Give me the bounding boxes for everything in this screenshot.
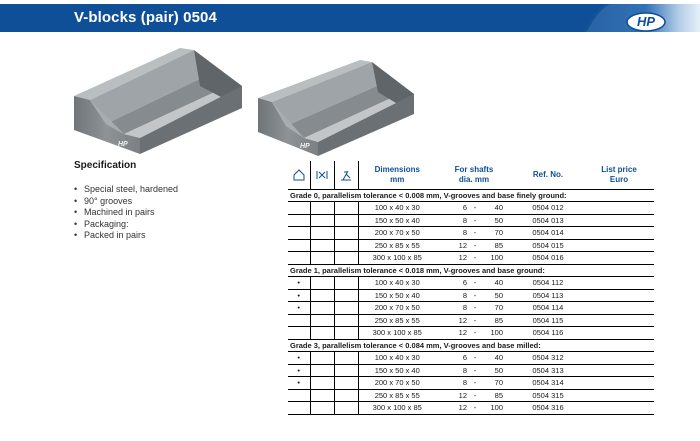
empty-cell	[334, 389, 358, 402]
empty-cell	[334, 239, 358, 252]
marker-cell: •	[288, 377, 310, 390]
v-angle-icon	[310, 161, 334, 189]
shafts-cell	[436, 239, 512, 252]
product-table	[288, 161, 654, 415]
dimensions-cell: 200 x 70 x 50	[358, 377, 436, 390]
ref-cell: 0504 316	[512, 402, 584, 415]
price-cell	[584, 389, 654, 402]
dimensions-cell: 250 x 85 x 55	[358, 389, 436, 402]
ref-cell: 0504 014	[512, 227, 584, 240]
shaft-max: 70	[494, 378, 503, 388]
page-header	[0, 4, 700, 32]
specification-list	[74, 184, 274, 242]
shafts-cell	[436, 214, 512, 227]
shafts-cell	[436, 277, 512, 290]
marker-cell	[288, 389, 310, 402]
empty-cell	[310, 402, 334, 415]
dimensions-cell: 300 x 100 x 85	[358, 402, 436, 415]
price-cell	[584, 302, 654, 315]
shafts-cell	[436, 402, 512, 415]
shaft-dash: -	[473, 278, 477, 288]
v-block-logo-left: HP	[118, 141, 128, 148]
shaft-max: 100	[490, 253, 503, 263]
shaft-min: 6	[462, 203, 467, 213]
empty-cell	[334, 364, 358, 377]
ref-cell: 0504 113	[512, 289, 584, 302]
v-block-image-right	[256, 58, 416, 158]
spec-item: • Packaging:	[74, 219, 274, 231]
price-cell	[584, 202, 654, 215]
ref-cell: 0504 112	[512, 277, 584, 290]
table-row	[288, 302, 654, 315]
marker-cell	[288, 214, 310, 227]
shaft-min: 6	[462, 353, 467, 363]
shafts-cell	[436, 364, 512, 377]
ref-cell: 0504 116	[512, 327, 584, 340]
dimensions-header: Dimensions mm	[358, 161, 436, 189]
shaft-max: 50	[494, 290, 503, 300]
shafts-cell	[436, 352, 512, 365]
v-block-logo-right: HP	[300, 143, 310, 150]
specification-section	[74, 160, 274, 242]
empty-cell	[334, 289, 358, 302]
empty-cell	[334, 214, 358, 227]
v-block-image-left	[72, 46, 244, 156]
price-cell	[584, 377, 654, 390]
shaft-dash: -	[473, 240, 477, 250]
shaft-dash: -	[473, 353, 477, 363]
shaft-max: 85	[494, 315, 503, 325]
table-row	[288, 327, 654, 340]
empty-cell	[310, 364, 334, 377]
ref-cell: 0504 114	[512, 302, 584, 315]
spec-item: • Special steel, hardened	[74, 184, 274, 196]
marker-cell: •	[288, 289, 310, 302]
shafts-cell	[436, 314, 512, 327]
shaft-min: 12	[458, 403, 467, 413]
grade-title: Grade 3, parallelism tolerance < 0.084 mm, V-grooves and base milled:	[288, 339, 654, 352]
page-title: V-blocks (pair) 0504	[74, 9, 217, 26]
shaft-dash: -	[473, 328, 477, 338]
empty-cell	[334, 227, 358, 240]
empty-cell	[334, 277, 358, 290]
marker-cell: •	[288, 277, 310, 290]
shafts-cell	[436, 327, 512, 340]
dimensions-cell: 150 x 50 x 40	[358, 289, 436, 302]
grade-row	[288, 339, 654, 352]
shafts-cell	[436, 227, 512, 240]
dimensions-cell: 100 x 40 x 30	[358, 202, 436, 215]
empty-cell	[310, 252, 334, 265]
shaft-min: 12	[458, 240, 467, 250]
table-row	[288, 214, 654, 227]
price-cell	[584, 352, 654, 365]
table-row	[288, 277, 654, 290]
shaft-min: 12	[458, 390, 467, 400]
shaft-min: 8	[462, 378, 467, 388]
empty-cell	[310, 389, 334, 402]
marker-cell	[288, 202, 310, 215]
table-row	[288, 227, 654, 240]
empty-cell	[334, 352, 358, 365]
empty-cell	[310, 302, 334, 315]
marker-cell	[288, 314, 310, 327]
ref-cell: 0504 012	[512, 202, 584, 215]
shaft-dash: -	[473, 303, 477, 313]
empty-cell	[310, 314, 334, 327]
spec-item: • Machined in pairs	[74, 207, 274, 219]
shafts-header: For shafts dia. mm	[436, 161, 512, 189]
ref-cell: 0504 015	[512, 239, 584, 252]
shaft-max: 100	[490, 403, 503, 413]
shafts-cell	[436, 302, 512, 315]
shaft-max: 70	[494, 303, 503, 313]
empty-cell	[310, 239, 334, 252]
empty-cell	[310, 352, 334, 365]
table-row	[288, 389, 654, 402]
shafts-cell	[436, 252, 512, 265]
dimensions-cell: 300 x 100 x 85	[358, 327, 436, 340]
surface-finish-icon	[334, 161, 358, 189]
shaft-dash: -	[473, 290, 477, 300]
shaft-min: 8	[462, 228, 467, 238]
price-cell	[584, 227, 654, 240]
shaft-dash: -	[473, 253, 477, 263]
empty-cell	[334, 252, 358, 265]
shaft-dash: -	[473, 203, 477, 213]
shaft-dash: -	[473, 228, 477, 238]
shaft-min: 8	[462, 303, 467, 313]
table-row	[288, 364, 654, 377]
shaft-min: 12	[458, 315, 467, 325]
shaft-max: 85	[494, 390, 503, 400]
price-cell	[584, 289, 654, 302]
table-header-row	[288, 161, 654, 189]
grade-title: Grade 1, parallelism tolerance < 0.018 mm, V-grooves and base ground:	[288, 264, 654, 277]
table-row	[288, 377, 654, 390]
shaft-max: 50	[494, 215, 503, 225]
price-cell	[584, 364, 654, 377]
table-row	[288, 402, 654, 415]
ref-cell: 0504 016	[512, 252, 584, 265]
hp-logo	[626, 12, 666, 32]
empty-cell	[334, 202, 358, 215]
shaft-min: 8	[462, 365, 467, 375]
price-cell	[584, 277, 654, 290]
shaft-min: 6	[462, 278, 467, 288]
table-body	[288, 189, 654, 414]
shafts-cell	[436, 377, 512, 390]
marker-cell	[288, 402, 310, 415]
empty-cell	[334, 377, 358, 390]
marker-cell	[288, 227, 310, 240]
shaft-max: 85	[494, 240, 503, 250]
dimensions-cell: 200 x 70 x 50	[358, 227, 436, 240]
shaft-min: 12	[458, 253, 467, 263]
shaft-dash: -	[473, 378, 477, 388]
shaft-max: 40	[494, 353, 503, 363]
specification-title: Specification	[74, 160, 137, 171]
price-cell	[584, 402, 654, 415]
marker-cell: •	[288, 302, 310, 315]
marker-cell	[288, 327, 310, 340]
dimensions-cell: 150 x 50 x 40	[358, 214, 436, 227]
ref-cell: 0504 115	[512, 314, 584, 327]
marker-cell: •	[288, 352, 310, 365]
shafts-cell	[436, 202, 512, 215]
dimensions-cell: 250 x 85 x 55	[358, 239, 436, 252]
dimensions-cell: 300 x 100 x 85	[358, 252, 436, 265]
shaft-max: 100	[490, 328, 503, 338]
dimensions-cell: 100 x 40 x 30	[358, 352, 436, 365]
shafts-cell	[436, 289, 512, 302]
table-row	[288, 239, 654, 252]
empty-cell	[310, 214, 334, 227]
ref-cell: 0504 315	[512, 389, 584, 402]
price-cell	[584, 252, 654, 265]
shaft-dash: -	[473, 215, 477, 225]
shaft-max: 50	[494, 365, 503, 375]
empty-cell	[334, 327, 358, 340]
dimensions-cell: 200 x 70 x 50	[358, 302, 436, 315]
empty-cell	[310, 202, 334, 215]
empty-cell	[334, 302, 358, 315]
shaft-dash: -	[473, 315, 477, 325]
shaft-max: 70	[494, 228, 503, 238]
dimensions-cell: 250 x 85 x 55	[358, 314, 436, 327]
empty-cell	[334, 402, 358, 415]
empty-cell	[310, 327, 334, 340]
table-row	[288, 314, 654, 327]
shaft-dash: -	[473, 403, 477, 413]
table-row	[288, 289, 654, 302]
shaft-dash: -	[473, 390, 477, 400]
dimensions-cell: 150 x 50 x 40	[358, 364, 436, 377]
shaft-dash: -	[473, 365, 477, 375]
price-cell	[584, 239, 654, 252]
shaft-min: 12	[458, 328, 467, 338]
marker-cell	[288, 252, 310, 265]
ref-cell: 0504 313	[512, 364, 584, 377]
shaft-max: 40	[494, 203, 503, 213]
ref-header: Ref. No.	[512, 161, 584, 189]
table-row	[288, 202, 654, 215]
marker-cell	[288, 239, 310, 252]
hp-logo-text: HP	[636, 14, 656, 29]
price-cell	[584, 314, 654, 327]
grade-title: Grade 0, parallelism tolerance < 0.008 mm, V-grooves and base finely ground:	[288, 189, 654, 202]
empty-cell	[310, 377, 334, 390]
ref-cell: 0504 013	[512, 214, 584, 227]
price-cell	[584, 327, 654, 340]
empty-cell	[310, 227, 334, 240]
empty-cell	[310, 277, 334, 290]
shafts-cell	[436, 389, 512, 402]
dimensions-cell: 100 x 40 x 30	[358, 277, 436, 290]
grade-row	[288, 189, 654, 202]
ref-cell: 0504 314	[512, 377, 584, 390]
empty-cell	[310, 289, 334, 302]
marker-cell: •	[288, 364, 310, 377]
table-row	[288, 352, 654, 365]
price-header: List price Euro	[584, 161, 654, 189]
house-icon	[288, 161, 310, 189]
grade-row	[288, 264, 654, 277]
empty-cell	[334, 314, 358, 327]
price-cell	[584, 214, 654, 227]
spec-item: • 90° grooves	[74, 196, 274, 208]
table-row	[288, 252, 654, 265]
shaft-min: 8	[462, 215, 467, 225]
ref-cell: 0504 312	[512, 352, 584, 365]
shaft-max: 40	[494, 278, 503, 288]
spec-item-continued: • Packed in pairs	[74, 230, 274, 242]
shaft-min: 8	[462, 290, 467, 300]
